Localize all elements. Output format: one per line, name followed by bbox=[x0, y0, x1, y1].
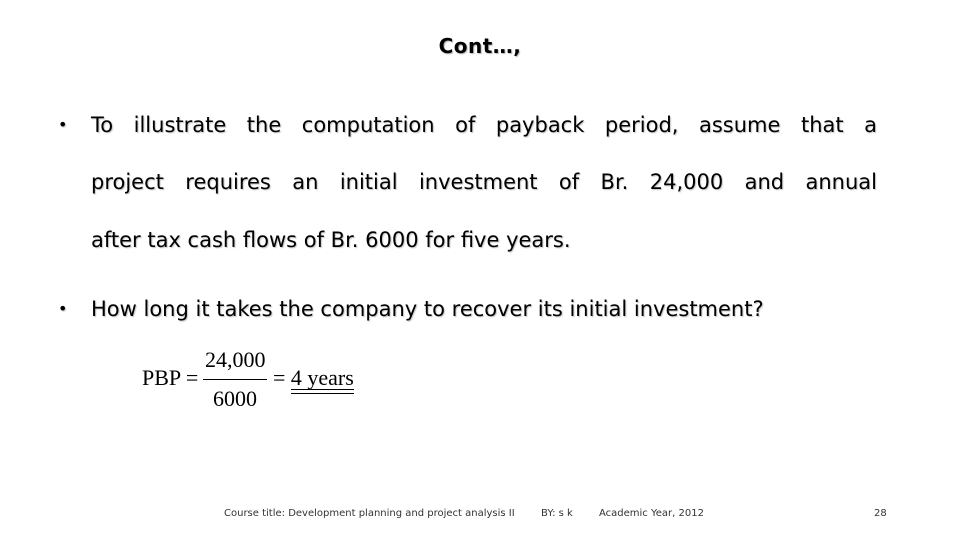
footer-author: BY: s k bbox=[541, 508, 573, 519]
slide-title: Cont…, bbox=[438, 34, 522, 58]
formula-lhs: PBP = bbox=[142, 365, 199, 390]
bullet-marker: • bbox=[58, 115, 68, 134]
footer-academic-year: Academic Year, 2012 bbox=[599, 508, 704, 519]
bullet-text-line: How long it takes the company to recover its initial investment? bbox=[91, 297, 764, 321]
footer-course-title: Course title: Development planning and project analysis II bbox=[224, 508, 515, 519]
footer-page-number: 28 bbox=[874, 508, 887, 519]
payback-formula bbox=[142, 346, 362, 416]
bullet-text-line: project requires an initial investment of Br. 24,000 and annual bbox=[91, 170, 877, 194]
formula-result-underline bbox=[291, 389, 354, 394]
formula-fraction-bar bbox=[203, 379, 267, 380]
formula-result: = 4 years bbox=[273, 365, 354, 390]
formula-numerator: 24,000 bbox=[205, 347, 266, 372]
bullet-text-line: after tax cash flows of Br. 6000 for five years. bbox=[91, 228, 571, 252]
bullet-text-line: To illustrate the computation of payback period, assume that a bbox=[91, 113, 877, 137]
formula-denominator: 6000 bbox=[213, 386, 257, 411]
bullet-marker: • bbox=[58, 299, 68, 318]
